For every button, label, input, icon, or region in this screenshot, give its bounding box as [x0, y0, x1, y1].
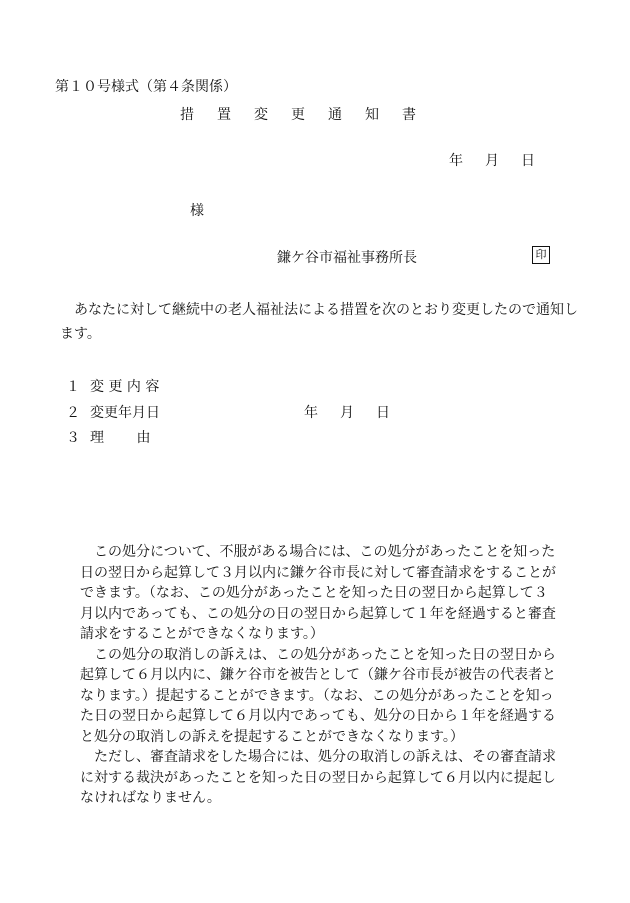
notice-paragraph: ただし、審査請求をした場合には、処分の取消しの訴えは、その審査請求に対する裁決があったことを知った日の翌日から起算して６月以内に提起しなければなりません。 — [80, 749, 556, 806]
item-label: 変更年月日 — [90, 405, 160, 421]
change-date-year: 年 — [304, 405, 318, 421]
change-date-fields — [304, 402, 390, 422]
appeal-notice — [80, 542, 560, 809]
form-number: 第１０号様式（第４条関係） — [55, 79, 237, 95]
item-label: 変 更 内 容 — [90, 379, 160, 395]
document-title: 措置変更通知書 — [180, 107, 439, 123]
body-paragraph: あなたに対して継続中の老人福祉法による措置を次のとおり変更したので通知します。 — [60, 302, 578, 342]
notice-paragraph: この処分について、不服がある場合には、この処分があったことを知った日の翌日から起算して３月以内に鎌ケ谷市長に対して審査請求をすることができます。（なお、この処分があったことを知った日の翌日から起算して３月以内であっても、この処分の日の翌日から起算して１年を経過すると審査請求をすることができなくなります。） — [80, 544, 556, 642]
issue-date — [449, 150, 535, 170]
date-day-label: 日 — [521, 153, 535, 169]
issuer-name: 鎌ケ谷市福祉事務所長 — [277, 250, 417, 266]
item-change-date — [66, 402, 160, 422]
date-year-label: 年 — [449, 153, 463, 169]
item-number: １ — [66, 379, 80, 395]
item-number: ３ — [66, 430, 80, 446]
item-reason — [66, 427, 150, 447]
item-number: ２ — [66, 405, 80, 421]
notice-paragraph: この処分の取消しの訴えは、この処分があったことを知った日の翌日から起算して６月以内に、鎌ケ谷市を被告として（鎌ケ谷市長が被告の代表者となります。）提起することができます。（なお、この処分があったことを知った日の翌日から起算して６月以内であっても、処分の日から１年を経過すると処分の取消しの訴えを提起することができなくなります。） — [80, 646, 556, 745]
date-month-label: 月 — [485, 153, 499, 169]
change-date-day: 日 — [376, 405, 390, 421]
item-label: 理 由 — [90, 430, 151, 446]
addressee-suffix: 様 — [190, 203, 204, 219]
item-change-content — [66, 376, 159, 396]
seal-mark: 印 — [532, 246, 550, 264]
change-date-month: 月 — [340, 405, 354, 421]
